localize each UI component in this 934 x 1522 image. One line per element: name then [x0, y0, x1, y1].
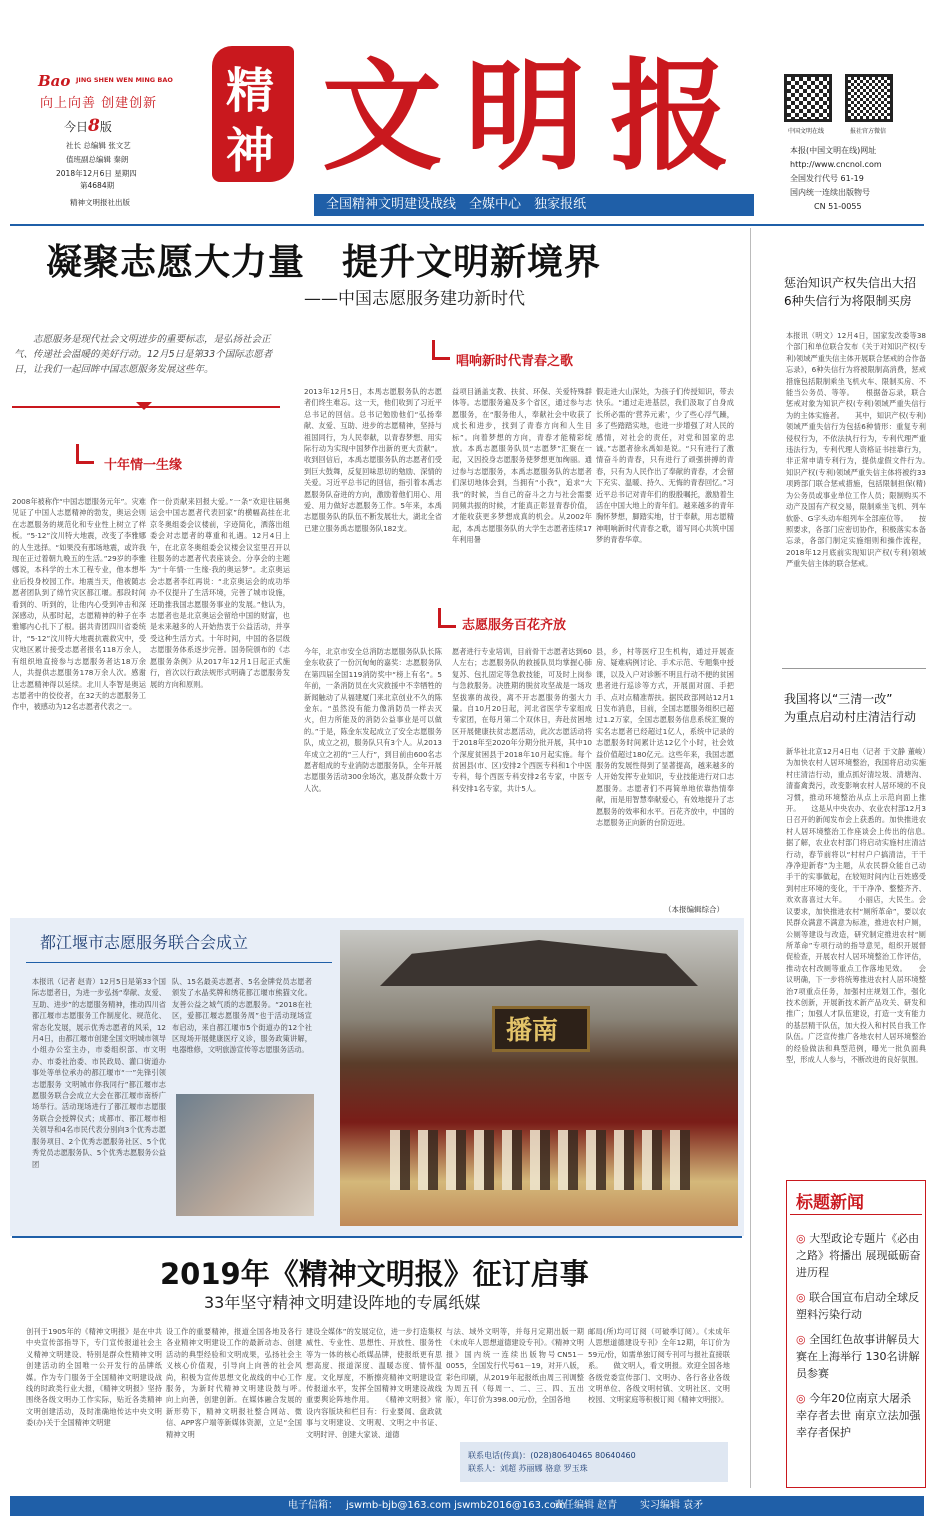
title-char-3: 文	[322, 46, 442, 187]
section-2-title: 唱响新时代青春之歌	[456, 354, 574, 369]
right-divider	[782, 668, 926, 669]
headline-news-item[interactable]: ◎ 今年20位南京大屠杀幸存者去世 南京立法加强幸存者保护	[796, 1392, 921, 1439]
footer-intern: 实习编辑 袁矛	[640, 1500, 704, 1511]
stage-roof	[380, 940, 698, 986]
stage-sign-text: 播南	[506, 1016, 559, 1046]
title-char-4: 明	[465, 46, 585, 187]
footer-editor: 责任编辑 赵青	[554, 1500, 618, 1511]
article-column-2: 作一份贡献来回报大爱。”一条“欢迎往届奥运会中国志愿者代表回家”的横幅高挂在北京冬奥组委会议楼前，字迹简化，洒落出组委会对志愿者的尊重和礼遇。12月4日上午，在北京冬奥组委会议楼会议室里召开以往服务的志愿者代表座谈会。分享会的主题为“十年情·一生缘·我的奥运梦”。北京奥运会志愿者李红再说：“北京奥运会的成功举办不仅提升了生活环境，完善了城市设施，还助推我国志愿服务事业的发展。”他认为，志愿者也是北京奥运会留给中国的财富，也是未来越多的人开始热衷于公益活动，并享受这种生活方式。十年时间，中国的各层级志愿服务体系逐步完善。国务院颁布的《志愿服务条例》从2017年12月1日起正式施行，首次以行政法规形式明确了志愿服务发展的方向和原则。	[150, 497, 290, 689]
intro-paragraph: 志愿服务是现代社会文明进步的重要标志，是弘扬社会正气、传递社会温暖的美好行动。12月5日是第33个国际志愿者日，让我们一起回眸中国志愿服务发展这些年。	[14, 334, 273, 375]
footer-email[interactable]: jswmb-bjb@163.com jswmb2016@163.com	[346, 1500, 566, 1511]
title-char-2: 神	[226, 123, 275, 179]
footer-bar	[10, 1496, 924, 1516]
subscription-column-2: 设工作的重要精神，报道全国各地及各行各业精神文明建设工作的最新动态、创建活动的典型经验和文明成果，弘扬社会主义核心价值观，引导向上向善的社会风尚，积极为宣传思想文化战线的中心工作服务，为新时代精神文明建设鼓与呼。 向上向善，创建创新。在媒体融合发展的新形势下，精神文明报社整合网站、微信、APP客户端等新媒体资源，立足“全国精神文明	[166, 1327, 302, 1439]
headline-news-item[interactable]: ◎ 全国红色故事讲解员大赛在上海举行 130名讲解员参赛	[796, 1333, 920, 1380]
dujiangyan-column-1: 本报讯（记者 赵青）12月5日是第33个国际志愿者日，为进一步弘扬“奉献、友爱、互助、进步”的志愿服务精神，推动四川省都江堰市志愿服务工作制度化、规范化、常态化发展，展示优秀志愿者的风采，12月4日，由都江堰市创建全国文明城市领导小组办公室主办，市委组织部、市文明办、市委社治委、市民政局、灌口街道办事处等单位承办的都江堰市“一”先锋引领志愿服务 文明城市你我同行”都江堰市志愿服务联合会成立大会在都江堰市南桥广场举行。活动现场进行了都江堰市志愿服务联合会授牌仪式；成都市、都江堰市相关领导和4名市民代表分别向3个优秀志愿服务项目、2个优秀志愿服务社区、5个优秀党员志愿服务队、5个优秀志愿服务公益团	[32, 977, 166, 1169]
qr-code-2[interactable]	[845, 74, 893, 122]
article-column-7: 愿者进行专业培训，目前骨干志愿者达到60人左右；志愿服务队的救援队员均掌握心肺复苏、包扎固定等急救技能，可及时上岗参与急救服务。决胜期的脱贫攻坚战是一场攻坚拔寨的战役，离不开志愿服务的强大力量。自10月20日起，河北省医学专家组成专家团，在每月第二个双休日，奔赴贫困地区开展健康扶贫志愿活动，此次志愿活动将于2018年至2020年分期分批开展，其中10个深度贫困县于2018年10月起实施。每个贫困县(市、区)安排2个西医专科和1个中医专科，每个西医专科安排2名专家，中医专科安排1名专家，共计5人。	[452, 647, 592, 793]
section-2-marker	[432, 340, 450, 360]
article-column-5: 假走进大山深处，为孩子们传授知识，带去快乐。“通过走进基层，我们汲取了自身成长所必需的‘营养元素’，少了些心浮气躁，多了些踏踏实地，也进一步增强了对人民的感情，对社会的责任，对党和国家的忠诚。”志愿者徐永禹如是说。“只有进行了激情奋斗的青春，只有进行了顽强拼搏的青春，只有为人民作出了奉献的青春，才会留下充实、温暖、持久、无悔的青春回忆。”习近平总书记对青年们的殷殷嘱托，激励着生活在中国大地上的青年们。越来越多的青年胸怀梦想，脚踏实地，甘于奉献，用志愿精神唱响新时代青春之歌，谱写同心共筑中国梦的青春华章。	[596, 387, 734, 545]
logo-en: JING SHEN WEN MING BAO	[76, 76, 173, 84]
footer-email-label: 电子信箱：	[288, 1500, 338, 1511]
dujiangyan-title-rule	[26, 962, 332, 963]
article-column-6: 今年，北京市安全总消防志愿服务队队长陈金东收获了一份沉甸甸的嘉奖：志愿服务队在第四届全国119消防奖中“榜上有名”。5年前，一条消防员在火灾救援中不幸牺牲的新闻触动了从福建厦门来北京创业不久的陈金东。“虽然没有能力像消防员一样去灭火，但力所能及的消防公益事业是可以做的。”于是，陈金东发起成立了安全志愿服务队，成立之初，服务队只有3个人。从2013年成立之初的“三人行”，到目前由600名志愿者组成的专业消防志愿服务队，全年开展志愿服务活动300余场次，惠及群众数十万人次。	[304, 647, 442, 793]
section-3-marker	[438, 608, 456, 628]
editor-line-1: 社长 总编辑 张文艺	[66, 141, 131, 150]
right-head-2: 我国将以“三清一改” 为重点启动村庄清洁行动	[784, 692, 917, 724]
qr-label-1: 中国文明在线	[788, 128, 825, 135]
intro-rule-tip	[136, 402, 152, 410]
subscription-column-4: 与法、域外文明等，并每月定期出版一期《未成年人思想道德建设专刊》。《精神文明报》国内统一连续出版物号CN51－0055，全国发行代号61－19，对开八版，彩色印刷，从2019年起报纸由周三刊调整为周五刊（每周一、二、三、四、五出版），年订价为398.00元/份，全国各地	[446, 1327, 584, 1405]
qr-label-2: 报社官方微信	[850, 128, 887, 135]
date: 2018年12月6日 星期四	[56, 169, 137, 178]
subscription-contact: 联系电话(传真)：(028)80640465 80640460 联系人：刘超 苏丽娜 骆意 罗玉珠	[460, 1442, 728, 1482]
right-column-rule	[750, 228, 751, 1488]
article-byline: （本报编辑综合）	[664, 905, 724, 914]
publisher: 精神文明报社出版	[70, 198, 130, 207]
headline-news-item[interactable]: ◎ 大型政论专题片《必由之路》将播出 展现砥砺奋进历程	[796, 1232, 921, 1279]
today-pages: 今日8版	[64, 116, 112, 136]
title-char-5: 报	[610, 46, 730, 187]
stage-photo	[340, 930, 738, 1226]
main-subheadline: ——中国志愿服务建功新时代	[304, 289, 525, 309]
stage-performers	[390, 1130, 690, 1190]
dujiangyan-column-2: 队、15名最美志愿者、5名金牌党员志愿者颁发了水晶奖牌和绣花都江堰市熊猫文化。友善公益之城气质的志愿服务。“2018在社区，爱都江堰志愿服务周”也于活动现场宣布启动，来自都江堰市5个街道办的12个社区现场开展健康医疗义诊，服务政策讲解，电器维修，文明旅游宣传等志愿服务活动。	[172, 977, 312, 1055]
issue: 第4684期	[80, 181, 115, 190]
slogan: 向上向善 创建创新	[40, 96, 158, 111]
editor-line-2: 值班副总编辑 秦朗	[66, 155, 129, 164]
subscription-subtitle: 33年坚守精神文明建设阵地的专属纸媒	[204, 1293, 481, 1312]
article-column-4: 益项目涵盖支教、扶贫、环保、关爱特殊群体等。志愿服务遍及多个省区，通过参与志愿服务，在“服务他人，奉献社会中收获了成长和进步，找到了青春方向和人生目标”。向着梦想的方向，青春才能精彩绽放。本禹志愿服务队员“志愿梦”汇聚在一起，又因投身志愿服务使梦想更加绚丽。通过参与志愿服务，本禹志愿服务队的志愿者们深切地体会到，当拥有“小我”，追求“大我”的时候，当自己的奋斗之力与社会需要同频共振的时候，才能真正彰显青春价值，才能收获更多梦想成真的机会。从2002年起，本禹志愿服务队的大学生志愿者连续17年利用暑	[452, 387, 592, 545]
headline-news-list	[796, 1230, 922, 1441]
title-char-1: 精	[226, 63, 275, 119]
subscription-column-1: 创刊于1905年的《精神文明报》是在中共中央宣传部指导下，专门宣传报道社会主义精神文明建设、特别是群众性精神文明创建活动的全国唯一公开发行的品牌纸媒。作为专门服务于全国精神文明建设战线的时政类行业大报，《精神文明报》坚持围绕各级文明办工作实际，贴近各类精神文明创建活动，及时准确地传达中央文明委(办)关于全国精神文明建	[26, 1327, 162, 1428]
volunteer-photo-small	[176, 1094, 314, 1216]
section-3-title: 志愿服务百花齐放	[462, 618, 567, 633]
logo-badge: Bao	[38, 72, 71, 90]
right-article-1: 本报讯（明文）12月4日，国家发改委等38个部门和单位联合发布《关于对知识产权(专利)领域严重失信主体开展联合惩戒的合作备忘录》，6种失信行为将被限制高消费，惩戒措施包括限制乘坐飞机火车、限制买房、不能当公务员、等等。 根据备忘录，联合惩戒对象为知识产权(专利)领域严重失信行为的主体实施者。 其中，知识产权(专利)领域严重失信行为包括6种情形：重复专利侵权行为，不依法执行行为，专利代理严重违法行为，专利代理人资格证书挂靠行为，非正常申请专利行为，提供虚假文件行为。 知识产权(专利)领域严重失信主体将被约33项跨部门联合惩戒措施，包括限制担保(精)为公务员或事业单位工作人员；限制购买不动产及国有产权交易，限制乘坐飞机、列车软卧、G字头动车组列车全部座位等。 按照要求，各部门应密切协作，积极落实本备忘录，各部门制定实施细则和操作流程，2018年12月底前实现知识产权(专利)领域严重失信主体的联合惩戒。	[786, 331, 926, 569]
headline-news-title: 标题新闻	[796, 1193, 864, 1213]
section-1-marker	[76, 444, 94, 464]
section-1-title: 十年情一生缘	[104, 458, 183, 473]
masthead-rule	[10, 224, 924, 226]
dujiangyan-title: 都江堰市志愿服务联合会成立	[40, 933, 249, 952]
subscription-column-3: 建设全媒体”的发展定位，进一步打造集权威性、专业性、思想性、开放性、服务性等为一体的核心纸媒品牌，使报纸更有思想高度、报道深度、温暖态度、情怀温度。文化厚度，不断擦亮精神文明建设宣传报道水平，发挥全国精神文明建设战线重要舆论阵地作用。 《精神文明报》常设内容版块和栏目有：行业要闻、盘政就事与文明建设、文明观、文明之中书证、文明时评、创建大家谈、道德	[306, 1327, 442, 1439]
masthead	[0, 0, 934, 212]
qr-code-1[interactable]	[784, 74, 832, 122]
headline-news-title-rule	[790, 1214, 922, 1215]
banner-bar: 全国精神文明建设战线 全媒中心 独家报纸	[314, 194, 754, 216]
article-column-8: 县，乡，村等医疗卫生机构，通过开展查房、疑难病例讨论、手术示范、专题集中授课，以及入户对诊断不明且行动不便的贫困患者进行巡诊等方式，开展面对面、手把手、点对点精准帮扶。据民政部网站12月1日发布消息，目前，全国志愿服务组织已超过1.2万家，全国志愿服务信息系统汇聚的实名志愿者已经超过1亿人，系统中记录的志愿服务时间累计达12亿个小时，社会效益价值超过180亿元。这些年来，我国志愿服务的发展性得到了显著提高，越来越多的人开始发挥专业知识，专业技能进行对口志愿服务。志愿者们不再简单地依靠热情奉献，而是用智慧奉献爱心，有效地提升了志愿服务的效率和水平。百花齐放中，中国的志愿服务正向新的台阶迈进。	[596, 647, 734, 828]
article-column-3: 2013年12月5日，本馬志愿服务队的志愿者们终生难忘。这一天，他们收到了习近平总书记的回信。总书记勉励他们“弘扬奉献、友爱、互助、进步的志愿精神，坚持与祖国同行，为人民奉献，以青春梦想、用实际行动为实现中国梦作出新的更大贡献”。收到回信后，本禹志愿服务队的志愿者们受到巨大鼓舞，反复回味思切的勉励、深情的关爱。习近平总书记的回信，指引着本禹志愿服务队奋进的方向，激励着他们用心、用爱、用力做好志愿服务工作。5年来，本禹志愿服务队的队伍不断发展壮大，湖北全省已建立服务禹志愿服务队182支。	[304, 387, 442, 533]
subscription-column-5: 邮局(所)均可订阅（可破季订阅）。《未成年人思想道德建设专刊》全年12期，年订价为59元/份，如需单独订阅专刊可与报社直接联系。 做文明人，看文明报。欢迎全国各地各级党委宣传部门、文明办、各行各业各级文明单位、各级文明村镇、文明社区、文明校园、文明家庭等积极订阅《精神文明报》。	[588, 1327, 730, 1405]
right-head-1: 惩治知识产权失信出大招 6种失信行为将限制买房	[784, 276, 917, 308]
article-column-1: 2008年被称作“中国志愿服务元年”。灾难见证了中国人志愿精神的勃发，奥运会则在志愿服务的规范化和专业性上树立了样板。“5·12”汶川特大地震，改变了李雅娜的人生选择。“如果没有那场地震，或许我现在正过着朝九晚五的生活。”29岁的李雅娜说，本科学的土木工程专业，他本想毕业后投身校园工作。地震当天，他被随志愿者团队到了绵竹灾区都江堰。那段时间看到的、听到的，让他内心受到冲击和深深感动，从那时起，志愿精神的种子在李雅娜内心扎下了根。据共青团四川省委统计，“5·12”汶川特大地震抗震救灾中，受灾地区累计接受志愿者报名118万余人，有组织地直接参与志愿服务者达18万余人，共提供志愿服务178万余人次。感谢让志愿精神得以延续。北川人李智是奥运志愿者中的佼佼者，在32天的志愿服务工作中，被感动为12名志愿者代表之一。	[12, 497, 146, 712]
info-block: 本报(中国文明在线)网址 http://www.cncnol.com 全国发行代号 61-19 国内统一连续出版物号 CN 51-0055	[790, 146, 882, 211]
headline-news-item[interactable]: ◎ 联合国宣布启动全球反塑料污染行动	[796, 1291, 920, 1321]
main-headline: 凝聚志愿大力量 提升文明新境界	[46, 242, 602, 283]
subscription-title: 2019年《精神文明报》征订启事	[160, 1257, 589, 1291]
right-article-2: 新华社北京12月4日电（记者 于文静 董峻）为加快农村人居环境整治，我国将启动实施村庄清洁行动，重点抓好清垃圾、清塘沟、清畜禽粪污，改变影响农村人居环境的不良习惯，推动环境整治从点上示范向面上推开。 这是从中央农办、农业农村部12月3日召开的新闻发布会上获悉的。加快推进农村人居环境整治工作座谈会上传出的信息。 据了解，农业农村部门将启动实施村庄清洁行动，春节前将以“村村户户搞清洁，干干净净迎新春”为主题，从农民群众能自己动手干的实事做起，在较短时间内让百姓感受到村庄环境的变化，干干净净、整整齐齐、欢欢喜喜过大年。 小丽店，大民生。会议要求，加快推进农村“厕所革命”，要以农民群众满意不满意为标准，推进农村户厕，公厕等建设与改造，研究制定推进农村“厕所革命”专项行动的指导意见，组织开展督促检查，开展农村人居环境整治工作评估，推动农村改厕等重点工作落地见效。 会议明确，下一步将统筹推进农村人居环境整治7项重点任务，加强村庄规划工作，强化技术创新，开展新技术新产品攻关、研发和推广；加强人才队伍建设，打造一支有能力的基层精干队伍，加大投入和村民自我工作队伍。广泛宣传推广各地农村人居环境整治的经验做法和典型范例，曝光一批负面典型，形成人人参与，不断改进的良好氛围。	[786, 747, 926, 1064]
